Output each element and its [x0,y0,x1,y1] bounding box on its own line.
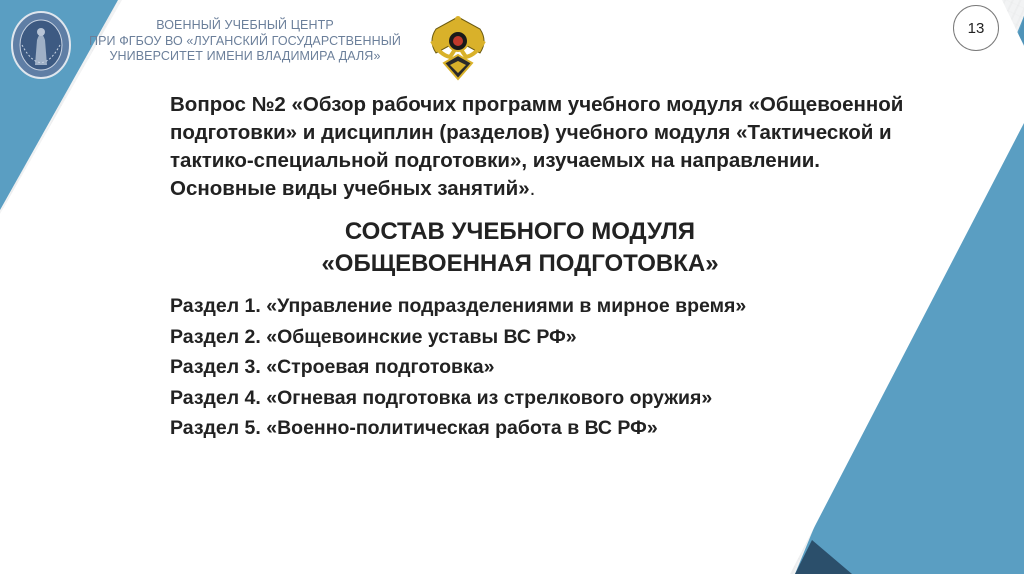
sections-list [170,291,930,444]
question-heading [170,91,960,203]
military-emblem-logo [426,11,490,83]
list-item: Раздел 5. «Военно-политическая работа в ВС РФ» [170,417,658,439]
header-line-3: УНИВЕРСИТЕТ ИМЕНИ ВЛАДИМИРА ДАЛЯ» [109,49,381,63]
list-item: Раздел 4. «Огневая подготовка из стрелкового оружия» [170,386,713,409]
header-line-2: ПРИ ФГБОУ ВО «ЛУГАНСКИЙ ГОСУДАРСТВЕННЫЙ [89,33,401,48]
page-number-badge [953,5,999,51]
header-line-1: ВОЕННЫЙ УЧЕБНЫЙ ЦЕНТР [156,18,334,32]
module-title-line-1: СОСТАВ УЧЕБНОГО МОДУЛЯ [344,218,696,245]
list-item: Раздел 2. «Общевоинские уставы ВС РФ» [170,325,577,348]
module-title-line-2: «ОБЩЕВОЕННАЯ ПОДГОТОВКА» [321,250,719,277]
question-line-1: Вопрос №2 «Обзор рабочих программ учебного модуля «Общевоенной [170,93,904,116]
list-item: Раздел 3. «Строевая подготовка» [170,356,495,378]
list-item: Раздел 1. «Управление подразделениями в мирное время» [170,295,747,317]
question-line-3: тактико-специальной подготовки», изучаемых на направлении. [170,149,820,172]
university-emblem-logo [10,10,72,80]
question-line-2: подготовки» и дисциплин (разделов) учебного модуля «Тактической и [170,121,892,144]
question-line-4-wrap [170,175,960,203]
question-line-4-end: . [529,177,536,200]
module-title [260,216,780,280]
header-title [70,18,420,65]
page-number: 13 [967,19,985,37]
question-line-4: Основные виды учебных занятий» [170,177,530,200]
